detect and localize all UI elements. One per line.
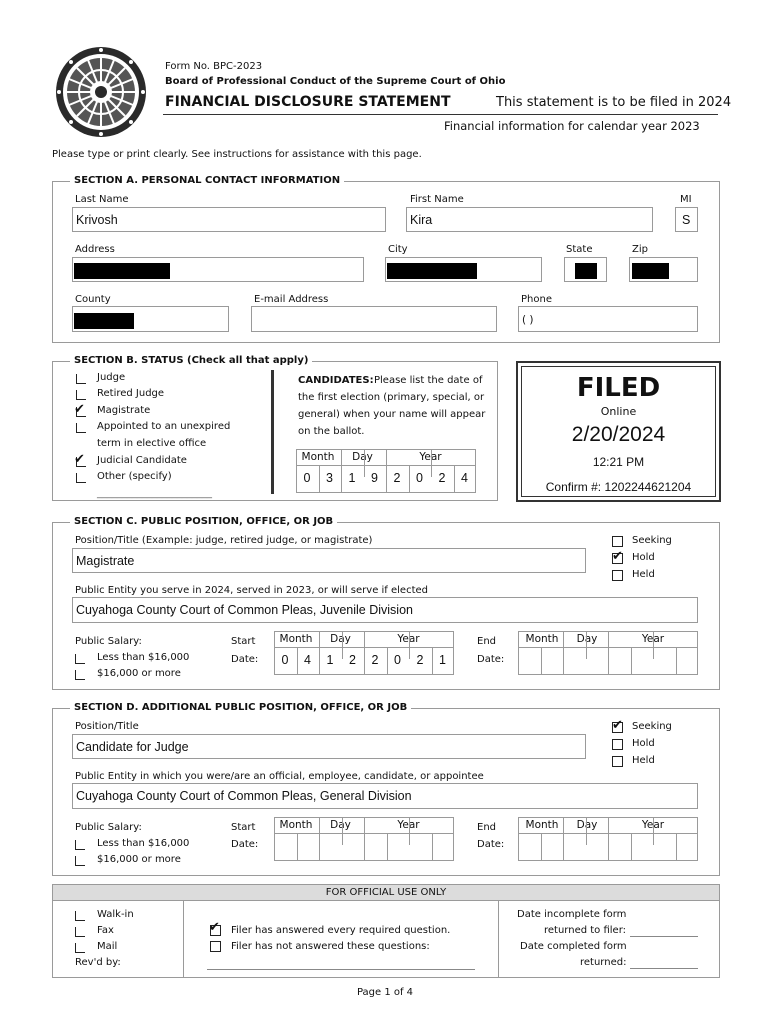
status-option-label: Retired Judge [97,388,165,399]
c-salary-ge-label: $16,000 or more [97,668,181,679]
d-start-cells [274,833,454,861]
date-cell-divider [653,631,654,659]
status-label: Seeking [632,721,672,732]
date-cell-divider [563,631,564,675]
city-redacted [387,263,477,279]
completed-label-1: Date completed form [520,941,627,952]
status-option-label: Magistrate [97,405,151,416]
date-cell-divider [541,647,542,675]
d-start-date-label: Date: [231,839,259,850]
county-label: County [75,294,111,305]
state-redacted [575,263,597,279]
status-option-label: term in elective office [97,438,207,449]
email-field[interactable] [251,306,497,332]
form-number: Form No. BPC-2023 [165,61,263,72]
incomplete-label-1: Date incomplete form [517,909,627,920]
date-digit: 1 [439,653,446,667]
date-digit: 0 [303,471,311,485]
last-name-label: Last Name [75,194,129,205]
completed-label-2: returned: [580,957,627,968]
date-cell-divider [676,647,677,675]
calendar-year: Financial information for calendar year 2023 [444,119,700,133]
check-icon: ✔ [612,549,623,564]
date-digit: 0 [394,653,401,667]
date-digit: 4 [304,653,311,667]
stamp-time: 12:21 PM [592,455,645,469]
candidates-label: CANDIDATES: [298,375,374,386]
c-end-date-label: Date: [477,654,505,665]
county-redacted [74,313,134,329]
d-end-year-label: Year [641,819,665,831]
c-end-cells [518,647,698,675]
date-digit: 1 [326,653,334,667]
c-end-day-label: Day [576,633,598,645]
c-end-year-label: Year [641,633,665,645]
c-start-month-label: Month [279,633,313,645]
date-cell-divider [586,631,587,659]
candidates-text-4: on the ballot. [298,426,365,437]
c-start-date-label: Date: [231,654,259,665]
phone-value: ( ) [522,314,534,326]
answered-check-icon: ✔ [209,920,220,935]
c-salary-lt-label: Less than $16,000 [97,652,190,663]
c-start-year-label: Year [397,633,420,645]
d-entity-value: Cuyahoga County Court of Common Pleas, General Division [76,789,412,803]
month-label: Month [301,451,335,463]
status-checkbox[interactable] [612,739,623,750]
walkin-label: Walk-in [97,909,134,920]
status-label: Hold [632,738,655,749]
first-name-label: First Name [410,194,464,205]
c-salary-label: Public Salary: [75,636,142,647]
section-b-legend: SECTION B. STATUS (Check all that apply) [70,355,312,366]
zip-redacted [632,263,669,279]
date-cell-divider [608,817,609,861]
last-name-field[interactable] [72,207,386,232]
d-start-label: Start [231,822,256,833]
candidates-text-3: general) when your name will appear [298,409,486,420]
date-digit: 2 [371,653,379,667]
date-digit: 2 [349,653,356,667]
incomplete-date-line[interactable] [630,936,698,937]
date-digit: 0 [281,653,289,667]
phone-field[interactable] [518,306,698,332]
mi-label: MI [680,194,692,205]
header-rule [163,114,718,115]
d-salary-lt-label: Less than $16,000 [97,838,190,849]
date-digit: 2 [438,471,446,485]
d-position-value: Candidate for Judge [76,740,189,754]
stamp-online: Online [600,405,637,418]
form-title: FINANCIAL DISCLOSURE STATEMENT [165,94,451,110]
status-checkbox[interactable] [612,756,623,767]
first-name-field[interactable] [406,207,653,232]
check-icon: ✔ [74,402,85,417]
date-digit: 1 [348,471,356,485]
incomplete-label-2: returned to filer: [544,925,627,936]
zip-label: Zip [632,244,648,255]
c-start-digits [274,647,454,675]
status-checkbox[interactable] [76,374,86,384]
official-divider-2 [498,901,499,978]
status-label: Hold [632,552,655,563]
date-digit: 9 [371,471,378,485]
status-checkbox[interactable] [76,423,86,433]
board-name: Board of Professional Conduct of the Supreme Court of Ohio [165,76,506,87]
filed-in-year: This statement is to be filed in 2024 [496,95,732,110]
not-answered-checkbox[interactable] [210,941,221,952]
section-c-legend: SECTION C. PUBLIC POSITION, OFFICE, OR JOB [70,516,337,527]
date-digit: 3 [326,471,333,485]
d-position-label: Position/Title [75,721,139,732]
mail-checkbox[interactable] [75,943,85,953]
d-start-month-label: Month [279,819,313,831]
date-cell-divider [631,833,632,861]
date-cell-divider [676,833,677,861]
candidates-text-2: the first election (primary, special, or [298,392,485,403]
c-status-checks [612,534,702,584]
last-name-value: Krivosh [76,213,118,227]
date-cell-divider [586,817,587,845]
section-a-legend: SECTION A. PERSONAL CONTACT INFORMATION [70,175,344,186]
date-digit: 2 [416,653,424,667]
date-cell-divider [541,833,542,861]
email-label: E-mail Address [254,294,329,305]
date-digit: 2 [393,471,401,485]
date-cell-divider [319,817,320,861]
status-option-label: Judicial Candidate [97,455,187,466]
instructions: Please type or print clearly. See instructions for assistance with this page. [52,149,422,160]
date-cell-divider [608,631,609,675]
status-checkbox[interactable] [612,570,623,581]
c-entity-label: Public Entity you serve in 2024, served in 2023, or will serve if elected [75,585,428,596]
d-salary-ge-checkbox[interactable] [75,856,85,866]
not-answered-label: Filer has not answered these questions: [231,941,430,952]
address-label: Address [75,244,115,255]
city-label: City [388,244,408,255]
c-salary-lt-checkbox[interactable] [75,654,85,664]
d-start-year-label: Year [397,819,420,831]
status-option-label: Other (specify) [97,471,172,482]
date-digit: 0 [416,471,423,485]
date-cell-divider [364,817,365,861]
status-option-label: Appointed to an unexpired [97,421,231,432]
fax-label: Fax [97,925,114,936]
date-cell-divider [563,817,564,861]
d-start-day-label: Day [330,819,351,831]
d-status-checks [612,720,702,770]
c-start-label: Start [231,636,256,647]
check-icon: ✔ [74,452,85,467]
date-cell-divider [409,817,410,845]
other-specify-line: _______________________ [97,488,212,499]
date-cell-divider [432,833,433,861]
status-options [74,371,264,499]
address-redacted [74,263,170,279]
status-checkbox[interactable] [76,390,86,400]
official-use-title: FOR OFFICIAL USE ONLY [325,887,447,898]
d-salary-lt-checkbox[interactable] [75,840,85,850]
day-label: Day [352,451,373,463]
d-end-month-label: Month [525,819,559,831]
fax-checkbox[interactable] [75,927,85,937]
phone-label: Phone [521,294,552,305]
first-name-value: Kira [410,213,433,227]
date-cell-divider [297,833,298,861]
status-divider [271,370,274,494]
date-cell-divider [342,817,343,845]
date-digit: 4 [461,471,468,485]
mi-value: S [682,213,691,227]
status-label: Held [632,569,655,580]
c-start-day-label: Day [330,633,351,645]
date-cell-divider [653,817,654,845]
state-label: State [566,244,593,255]
status-option-label: Judge [97,372,126,383]
not-answered-line [207,969,475,970]
mail-label: Mail [97,941,118,952]
stamp-filed: FILED [576,373,661,403]
d-salary-ge-label: $16,000 or more [97,854,181,865]
date-cell-divider [631,647,632,675]
supreme-court-seal [55,46,147,138]
answered-label: Filer has answered every required question. [231,925,451,936]
c-end-month-label: Month [525,633,559,645]
election-digits [296,465,476,493]
stamp-date: 2/20/2024 [571,423,666,446]
d-salary-label: Public Salary: [75,822,142,833]
status-checkbox[interactable] [612,536,623,547]
c-position-label: Position/Title (Example: judge, retired judge, or magistrate) [75,535,373,546]
d-end-day-label: Day [576,819,598,831]
date-cell-divider [387,833,388,861]
status-label: Held [632,755,655,766]
d-entity-label: Public Entity in which you were/are an official, employee, candidate, or appointee [75,771,484,782]
check-icon: ✔ [612,718,623,733]
revd-by-label: Rev'd by: [75,957,121,968]
candidates-text-1: Please list the date of [374,375,483,386]
status-label: Seeking [632,535,672,546]
year-label: Year [419,451,442,463]
c-entity-value: Cuyahoga County Court of Common Pleas, Juvenile Division [76,603,413,617]
c-salary-ge-checkbox[interactable] [75,670,85,680]
d-end-cells [518,833,698,861]
d-end-label: End [477,822,497,833]
section-d-legend: SECTION D. ADDITIONAL PUBLIC POSITION, OFFICE, OR JOB [70,702,411,713]
walkin-checkbox[interactable] [75,911,85,921]
status-checkbox[interactable] [76,473,86,483]
c-position-value: Magistrate [76,554,135,568]
d-end-date-label: Date: [477,839,505,850]
page-number: Page 1 of 4 [356,987,414,998]
c-end-label: End [477,636,497,647]
completed-date-line[interactable] [630,968,698,969]
stamp-confirm: Confirm #: 1202244621204 [545,480,692,494]
c-position-field[interactable] [72,548,586,573]
official-divider-1 [183,901,184,978]
